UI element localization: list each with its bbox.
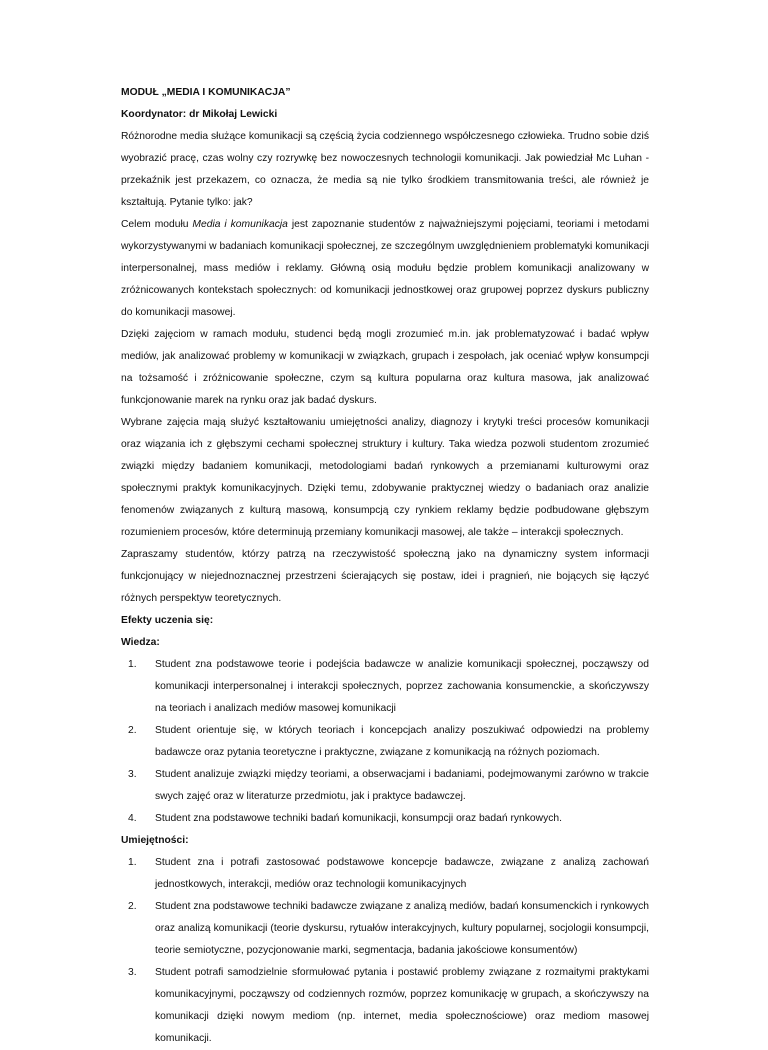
list-number: 2.: [128, 901, 137, 912]
document-page: [121, 82, 649, 1050]
list-text: Student analizuje związki między teoriami, a obserwacjami i badaniami, podejmowanymi zarówno w trakcie swych zajęć oraz w literaturze przedmiotu, jak i praktyce badawczej.: [155, 769, 649, 802]
paragraph: Zapraszamy studentów, którzy patrzą na rzeczywistość społeczną jako na dynamiczny system informacji funkcjonujący w niejednoznacznej przestrzeni ścierających się postaw, idei i pragnień, nie bojących się łączyć różnych perspektyw teoretycznych.: [121, 549, 649, 604]
coordinator-line: Koordynator: dr Mikołaj Lewicki: [121, 109, 278, 120]
knowledge-heading: Wiedza:: [121, 637, 160, 648]
list-text: Student orientuje się, w których teoriach i koncepcjach analizy poszukiwać odpowiedzi na problemy badawcze oraz pytania teoretyczne i praktyczne, związane z komunikacją na różnych poziomach.: [155, 725, 649, 758]
list-number: 1.: [128, 659, 137, 670]
list-item: [121, 962, 649, 1050]
knowledge-list: [121, 654, 649, 830]
list-text: Student zna i potrafi zastosować podstawowe koncepcje badawcze, związane z analizą zachowań jednostkowych, interakcji, mediów oraz technologii komunikacyjnych: [155, 857, 649, 890]
list-item: [121, 852, 649, 896]
list-text: Student potrafi samodzielnie sformułować pytania i postawić problemy związane z rozmaitymi praktykami komunikacyjnymi, począwszy od codziennych rozmów, poprzez komunikację w grupach, a skończywszy na komunikacji dzięki nowym mediom (np. internet, media społecznościowe) oraz mediom masowej komunikacji.: [155, 967, 649, 1044]
list-item: [121, 720, 649, 764]
list-number: 3.: [128, 967, 137, 978]
list-text: Student zna podstawowe techniki badań komunikacji, konsumpcji oraz badań rynkowych.: [155, 813, 562, 824]
list-number: 3.: [128, 769, 137, 780]
list-number: 1.: [128, 857, 137, 868]
skills-list: [121, 852, 649, 1050]
list-item: [121, 808, 649, 830]
aim-module-name: Media i komunikacja: [192, 219, 288, 230]
outcomes-heading: Efekty uczenia się:: [121, 615, 214, 626]
list-number: 2.: [128, 725, 137, 736]
skills-heading: Umiejętności:: [121, 835, 189, 846]
list-text: Student zna podstawowe teorie i podejścia badawcze w analizie komunikacji społecznej, począwszy od komunikacji interpersonalnej i interakcji społecznych, poprzez zachowania konsumenckie, a skończywszy na teoriach i analizach mediów masowej komunikacji: [155, 659, 649, 714]
aim-before: Celem modułu: [121, 219, 193, 230]
aim-after: jest zapoznanie studentów z najważniejszymi pojęciami, teoriami i metodami wykorzystywanymi w badaniach komunikacji społecznej, ze szczególnym uwzględnieniem problematyki komunikacji interpersonalnej, mass mediów i reklamy. Główną osią modułu będzie problem komunikacji analizowany w zróżnicowanych kontekstach społecznych: od komunikacji jednostkowej oraz grupowej poprzez dyskurs publiczny do komunikacji masowej.: [121, 219, 649, 318]
paragraph: Wybrane zajęcia mają służyć kształtowaniu umiejętności analizy, diagnozy i krytyki treści procesów komunikacji oraz wiązania ich z głębszymi cechami społecznej struktury i kultury. Taka wiedza pozwoli studentom zrozumieć związki między badaniem komunikacji, metodologiami badań rynkowych a przemianami kulturowymi oraz społecznymi praktyk komunikacyjnych. Dzięki temu, zdobywanie praktycznej wiedzy o badaniach oraz analizie fenomenów związanych z kulturą masową, konsumpcją czy rynkiem reklamy będzie podbudowane głębszym rozumieniem procesów, które determinują przemiany komunikacji masowej, ale także – interakcji społecznych.: [121, 417, 649, 538]
list-item: [121, 896, 649, 962]
aim-paragraph: [121, 214, 649, 324]
list-text: Student zna podstawowe techniki badawcze związane z analizą mediów, badań konsumenckich i rynkowych oraz analizą komunikacji (teorie dyskursu, rytuałów interakcyjnych, kultury popularnej, socjologii konsumpcji, teorie semiotyczne, pozycjonowanie marki, segmentacja, badania jakościowe konsumentów): [155, 901, 649, 956]
module-title: MODUŁ „MEDIA I KOMUNIKACJA”: [121, 87, 291, 98]
list-item: [121, 654, 649, 720]
list-item: [121, 764, 649, 808]
list-number: 4.: [128, 813, 137, 824]
paragraph: Dzięki zajęciom w ramach modułu, studenci będą mogli zrozumieć m.in. jak problematyzować i badać wpływ mediów, jak analizować problemy w komunikacji w związkach, grupach i zespołach, jak oceniać wpływ konsumpcji na tożsamość i zróżnicowanie społeczne, czym są kultura popularna oraz kultura masowa, jak analizować funkcjonowanie marek na rynku oraz jak badać dyskurs.: [121, 329, 649, 406]
intro-paragraph: Różnorodne media służące komunikacji są częścią życia codziennego współczesnego człowieka. Trudno sobie dziś wyobrazić pracę, czas wolny czy rozrywkę bez nowoczesnych technologii komunikacji. Jak powiedział Mc Luhan - przekaźnik jest przekazem, co oznacza, że media są nie tylko środkiem transmitowania treści, ale również je kształtują. Pytanie tylko: jak?: [121, 131, 649, 208]
